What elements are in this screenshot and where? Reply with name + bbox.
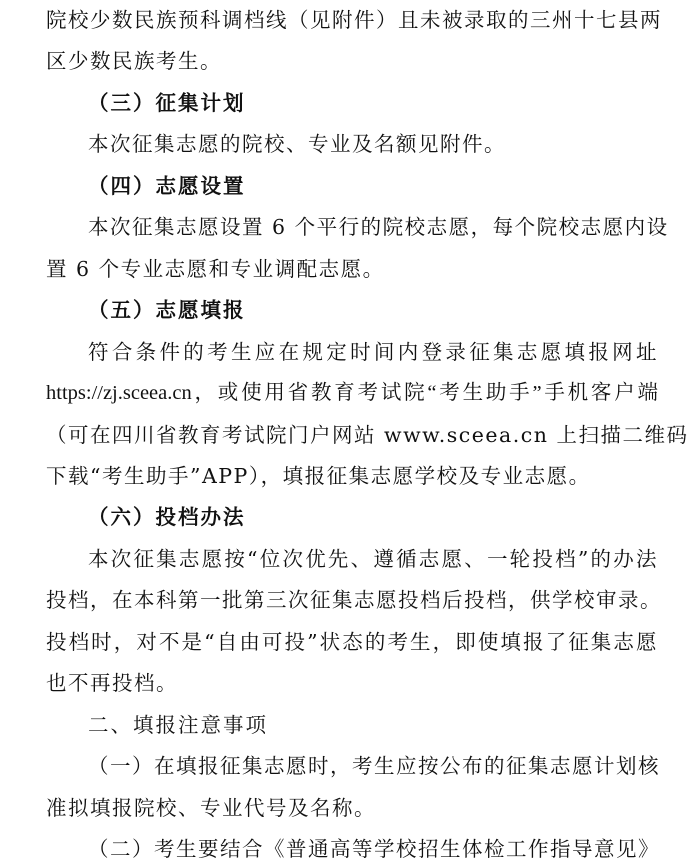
section-heading-volunteer-filling: （五）志愿填报 <box>88 298 246 322</box>
paragraph-line-url: https://zj.sceea.cn，或使用省教育考试院“考生助手”手机客户端 <box>46 382 658 404</box>
paragraph-line: 置 6 个专业志愿和专业调配志愿。 <box>46 257 385 281</box>
section-heading-submission-method: （六）投档办法 <box>88 505 246 529</box>
section-heading-volunteer-setup: （四）志愿设置 <box>88 174 246 198</box>
paragraph-line: 院校少数民族预科调档线（见附件）且未被录取的三州十七县两 <box>46 8 662 32</box>
paragraph-line: 也不再投档。 <box>46 671 178 695</box>
paragraph-line: （一）在填报征集志愿时，考生应按公布的征集志愿计划核 <box>88 754 660 778</box>
paragraph-line: 准拟填报院校、专业代号及名称。 <box>46 796 376 820</box>
paragraph-line: 投档时，对不是“自由可投”状态的考生，即使填报了征集志愿 <box>46 630 658 654</box>
paragraph-line: 本次征集志愿的院校、专业及名额见附件。 <box>88 132 506 156</box>
paragraph-line: 本次征集志愿按“位次优先、遵循志愿、一轮投档”的办法 <box>88 547 658 571</box>
paragraph-line: 符合条件的考生应在规定时间内登录征集志愿填报网址 <box>88 340 658 364</box>
paragraph-line: （二）考生要结合《普通高等学校招生体检工作指导意见》 <box>88 837 660 861</box>
section-heading-collection-plan: （三）征集计划 <box>88 91 246 115</box>
paragraph-line: 下载“考生助手”APP），填报征集志愿学校及专业志愿。 <box>46 464 591 488</box>
section-heading-notes: 二、填报注意事项 <box>88 713 268 737</box>
paragraph-line: （可在四川省教育考试院门户网站 www.sceea.cn 上扫描二维码 <box>46 423 689 447</box>
paragraph-line: 区少数民族考生。 <box>46 49 222 73</box>
paragraph-line: 本次征集志愿设置 6 个平行的院校志愿，每个院校志愿内设 <box>88 215 669 239</box>
paragraph-line: 投档，在本科第一批第三次征集志愿投档后投档，供学校审录。 <box>46 588 662 612</box>
